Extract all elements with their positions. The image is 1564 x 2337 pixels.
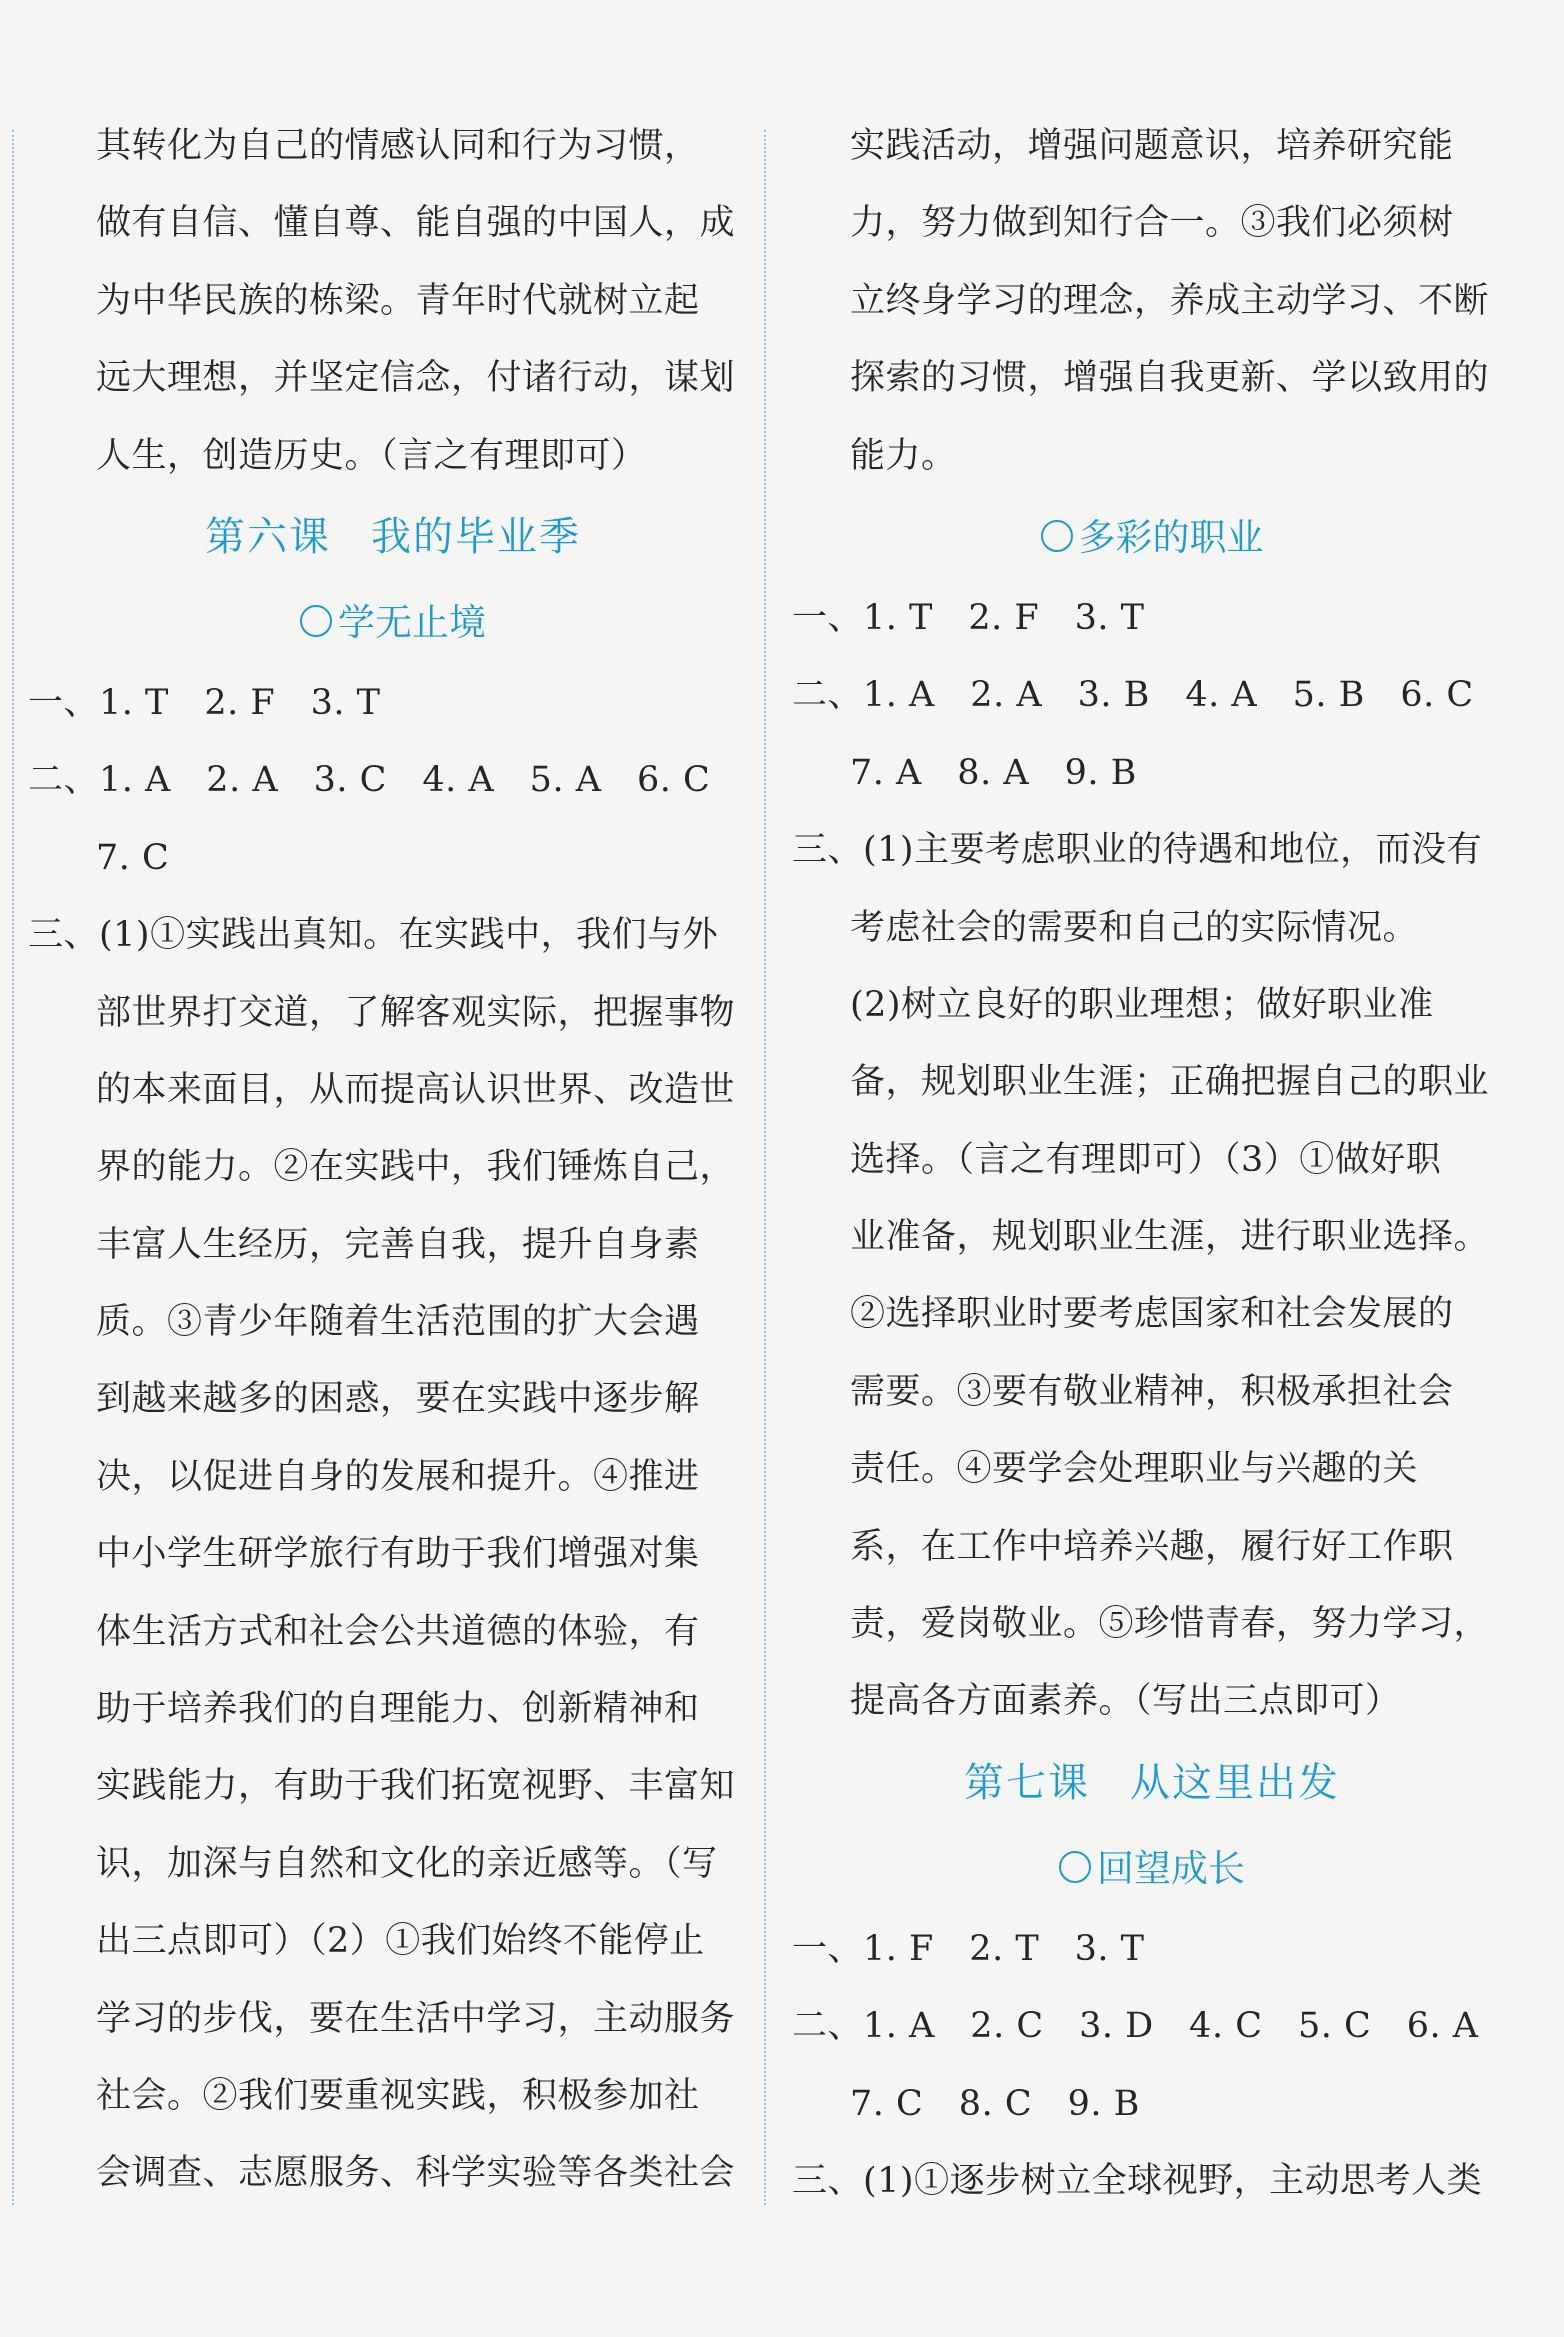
text-line: 做有自信、懂自尊、能自强的中国人，成 xyxy=(96,203,736,244)
circle-icon xyxy=(300,605,332,637)
section-title-learning xyxy=(28,580,758,665)
text-line: 中小学生研学旅行有助于我们增强对集 xyxy=(96,1534,700,1575)
text-line: 决，以促进自身的发展和提升。④推进 xyxy=(96,1456,700,1497)
answer-row-choice: 二、1. A 2. A 3. B 4. A 5. B 6. C xyxy=(792,675,1474,716)
text-line: 识，加深与自然和文化的亲近感等。（写 xyxy=(96,1843,718,1884)
text-line: 能力。 xyxy=(850,435,957,476)
lesson-number: 第六课 xyxy=(205,513,331,560)
text-line: 社会。②我们要重视实践，积极参加社 xyxy=(96,2075,700,2116)
answer-row-choice-cont: 7. C 8. C 9. B xyxy=(850,2083,1140,2124)
text-line: 其转化为自己的情感认同和行为习惯， xyxy=(96,126,700,166)
text-line: 备，规划职业生涯；正确把握自己的职业 xyxy=(850,1062,1490,1103)
text-line: 到越来越多的困惑，要在实践中逐步解 xyxy=(96,1379,700,1420)
text-line: 部世界打交道，了解客观实际，把握事物 xyxy=(96,992,736,1033)
circle-icon xyxy=(1041,520,1073,552)
text-line: 助于培养我们的自理能力、创新精神和 xyxy=(96,1689,700,1730)
answer-row-choice-cont: 7. C xyxy=(96,837,170,878)
lesson-title-6 xyxy=(28,495,758,580)
text-line: 学习的步伐，要在生活中学习，主动服务 xyxy=(96,1998,736,2039)
text-line: (2)树立良好的职业理想；做好职业准 xyxy=(850,984,1434,1025)
text-line: 体生活方式和社会公共道德的体验，有 xyxy=(96,1611,700,1652)
text-line: 系，在工作中培养兴趣，履行好工作职 xyxy=(850,1526,1454,1567)
answer-row-choice: 二、1. A 2. A 3. C 4. A 5. A 6. C xyxy=(28,760,711,801)
section-title-text: 多彩的职业 xyxy=(1078,515,1264,559)
answer-row-judgement: 一、1. T 2. F 3. T xyxy=(792,597,1145,638)
text-line: 立终身学习的理念，养成主动学习、不断 xyxy=(850,280,1490,321)
text-line: 考虑社会的需要和自己的实际情况。 xyxy=(850,907,1419,948)
text-line: 实践能力，有助于我们拓宽视野、丰富知 xyxy=(96,1766,736,1807)
text-line: 三、(1)①实践出真知。在实践中，我们与外 xyxy=(28,915,719,956)
text-line: 三、(1)主要考虑职业的待遇和地位，而没有 xyxy=(792,830,1483,871)
text-line: 选择。（言之有理即可）（3）①做好职 xyxy=(850,1139,1442,1180)
circle-icon xyxy=(1059,1851,1091,1883)
text-line: 质。③青少年随着生活范围的扩大会遇 xyxy=(96,1302,700,1343)
lesson-name: 从这里出发 xyxy=(1130,1759,1340,1806)
text-line: 出三点即可）（2）①我们始终不能停止 xyxy=(96,1921,705,1962)
section-title-careers xyxy=(792,495,1512,580)
answer-row-choice: 二、1. A 2. C 3. D 4. C 5. C 6. A xyxy=(792,2006,1479,2047)
lesson-name: 我的毕业季 xyxy=(371,513,581,560)
left-column xyxy=(28,108,758,2213)
answer-row-judgement: 一、1. T 2. F 3. T xyxy=(28,682,381,723)
text-line: 提高各方面素养。（写出三点即可） xyxy=(850,1681,1401,1722)
text-line: 需要。③要有敬业精神，积极承担社会 xyxy=(850,1371,1454,1412)
column-separator xyxy=(764,130,766,2205)
text-line: 力，努力做到知行合一。③我们必须树 xyxy=(850,203,1454,244)
text-line: 远大理想，并坚定信念，付诸行动，谋划 xyxy=(96,358,736,399)
lesson-number: 第七课 xyxy=(964,1759,1090,1806)
left-edge-dotted-line xyxy=(12,130,14,2205)
text-line: 责，爱岗敬业。⑤珍惜青春，努力学习， xyxy=(850,1604,1490,1645)
text-line: ②选择职业时要考虑国家和社会发展的 xyxy=(850,1294,1454,1335)
text-line: 人生，创造历史。（言之有理即可） xyxy=(96,435,647,476)
text-line: 会调查、志愿服务、科学实验等各类社会 xyxy=(96,2153,736,2194)
text-line: 业准备，规划职业生涯，进行职业选择。 xyxy=(850,1217,1490,1258)
text-line: 丰富人生经历，完善自我，提升自身素 xyxy=(96,1224,700,1265)
text-line: 实践活动，增强问题意识，培养研究能 xyxy=(850,126,1454,166)
answer-row-judgement: 一、1. F 2. T 3. T xyxy=(792,1928,1145,1969)
section-title-growth xyxy=(792,1826,1512,1911)
right-column xyxy=(792,108,1512,2220)
answer-row-choice-cont: 7. A 8. A 9. B xyxy=(850,752,1137,793)
section-title-text: 回望成长 xyxy=(1097,1846,1245,1890)
text-line: 为中华民族的栋梁。青年时代就树立起 xyxy=(96,280,700,321)
text-line: 三、(1)①逐步树立全球视野，主动思考人类 xyxy=(792,2160,1483,2201)
text-line: 界的能力。②在实践中，我们锤炼自己， xyxy=(96,1147,736,1188)
section-title-text: 学无止境 xyxy=(338,600,486,644)
text-line: 责任。④要学会处理职业与兴趣的关 xyxy=(850,1449,1419,1490)
text-line: 探索的习惯，增强自我更新、学以致用的 xyxy=(850,358,1490,399)
lesson-title-7 xyxy=(792,1741,1512,1826)
text-line: 的本来面目，从而提高认识世界、改造世 xyxy=(96,1069,736,1110)
